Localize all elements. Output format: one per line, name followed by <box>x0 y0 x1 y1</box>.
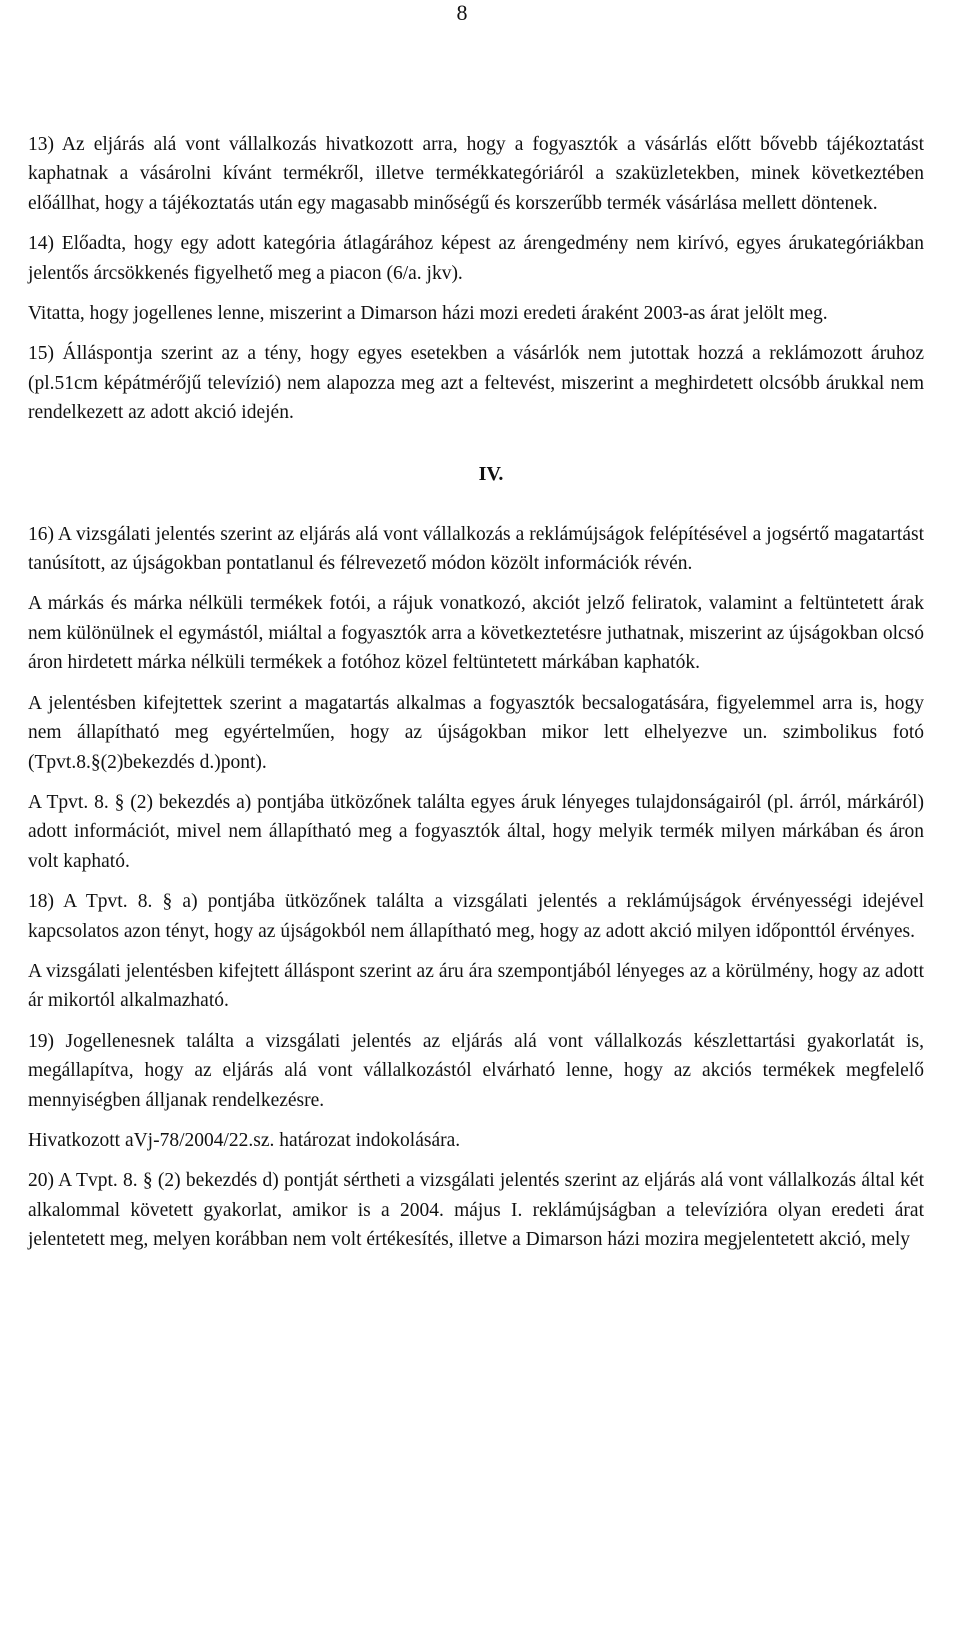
paragraph-19-b: Hivatkozott aVj-78/2004/22.sz. határozat indokolására. <box>28 1129 461 1151</box>
paragraph-16: 16) A vizsgálati jelentés szerint az eljárás alá vont vállalkozás a reklámújságok felépítésével a jogsértő magatartást tanúsított, az újságokban pontatlanul és félrevezető módon közölt információk révén. <box>28 523 924 575</box>
paragraph-14: 14) Előadta, hogy egy adott kategória átlagárához képest az árengedmény nem kirívó, egyes árukategóriákban jelentős árcsökkenés figyelhető meg a piacon (6/a. jkv). <box>28 233 924 284</box>
paragraph-17: A Tpvt. 8. § (2) bekezdés a) pontjába ütközőnek találta egyes áruk lényeges tulajdonságairól (pl. árról, márkáról) adott információt, mivel nem állapítható meg a fogyasztók által, hogy melyik termék milyen márkában és áron volt kapható. <box>28 791 924 872</box>
paragraph-13: 13) Az eljárás alá vont vállalkozás hivatkozott arra, hogy a fogyasztók a vásárlás előtt bővebb tájékoztatást kaphatnak a vásárolni kívánt termékről, illetve termékkategóriáról a szaküzletekben, minek következtében előállhat, hogy a tájékoztatás után egy magasabb minőségű és korszerűbb termék vásárlása mellett döntenek. <box>28 134 924 214</box>
section-a <box>28 130 924 428</box>
page-number: 8 <box>456 0 468 25</box>
paragraph-16-b: A márkás és márka nélküli termékek fotói, a rájuk vonatkozó, akciót jelző feliratok, valamint a feltüntetett árak nem különülnek el egymástól, miáltal a fogyasztók arra a következtetésre juthatnak, miszerint az újságokban olcsó áron hirdetett márka nélküli termékek a fotóhoz közel feltüntetett márkában kaphatók. <box>28 593 924 674</box>
paragraph-14-continued: Vitatta, hogy jogellenes lenne, miszerint a Dimarson házi mozi eredeti áraként 2003-as árat jelölt meg. <box>28 303 828 325</box>
paragraph-19: 19) Jogellenesnek találta a vizsgálati jelentés az eljárás alá vont vállalkozás készlettartási gyakorlatát is, megállapítva, hogy az eljárás alá vont vállalkozástól elvárható lenne, hogy az akciós termékek megfelelő mennyiségben álljanak rendelkezésre. <box>28 1030 924 1111</box>
paragraph-18: 18) A Tpvt. 8. § a) pontjába ütközőnek találta a vizsgálati jelentés a reklámújságok érvényességi idejével kapcsolatos azon tényt, hogy az újságokból nem állapítható meg, hogy az adott akció milyen időponttól érvényes. <box>28 891 924 942</box>
document-body <box>28 130 924 1255</box>
paragraph-20: 20) A Tvpt. 8. § (2) bekezdés d) pontját sértheti a vizsgálati jelentés szerint az eljárás alá vont vállalkozás által két alkalommal követett gyakorlat, amikor is a 2004. május I. reklámújságban a televízióra olyan eredeti árat jelentetett meg, melyen korábban nem volt értékesítés, illetve a Dimarson házi mozira megjelentetett akció, mely <box>28 1170 924 1251</box>
section-b <box>28 520 924 1255</box>
paragraph-16-c: A jelentésben kifejtettek szerint a magatartás alkalmas a fogyasztók becsalogatására, figyelemmel arra is, hogy nem állapítható meg egyértelműen, hogy az újságokban mikor lett elhelyezve un. szimbolikus fotó (Tpvt.8.§(2)bekezdés d.)pont). <box>28 692 924 773</box>
section-heading: IV. <box>478 462 504 485</box>
paragraph-15: 15) Álláspontja szerint az a tény, hogy egyes esetekben a vásárlók nem jutottak hozzá a reklámozott áruhoz (pl.51cm képátmérőjű televízió) nem alapozza meg azt a feltevést, miszerint a meghirdetett olcsóbb árukkal nem rendelkezett az adott akció idején. <box>28 343 924 424</box>
paragraph-18-b: A vizsgálati jelentésben kifejtett álláspont szerint az áru ára szempontjából lényeges az a körülmény, hogy az adott ár mikortól alkalmazható. <box>28 960 924 1012</box>
